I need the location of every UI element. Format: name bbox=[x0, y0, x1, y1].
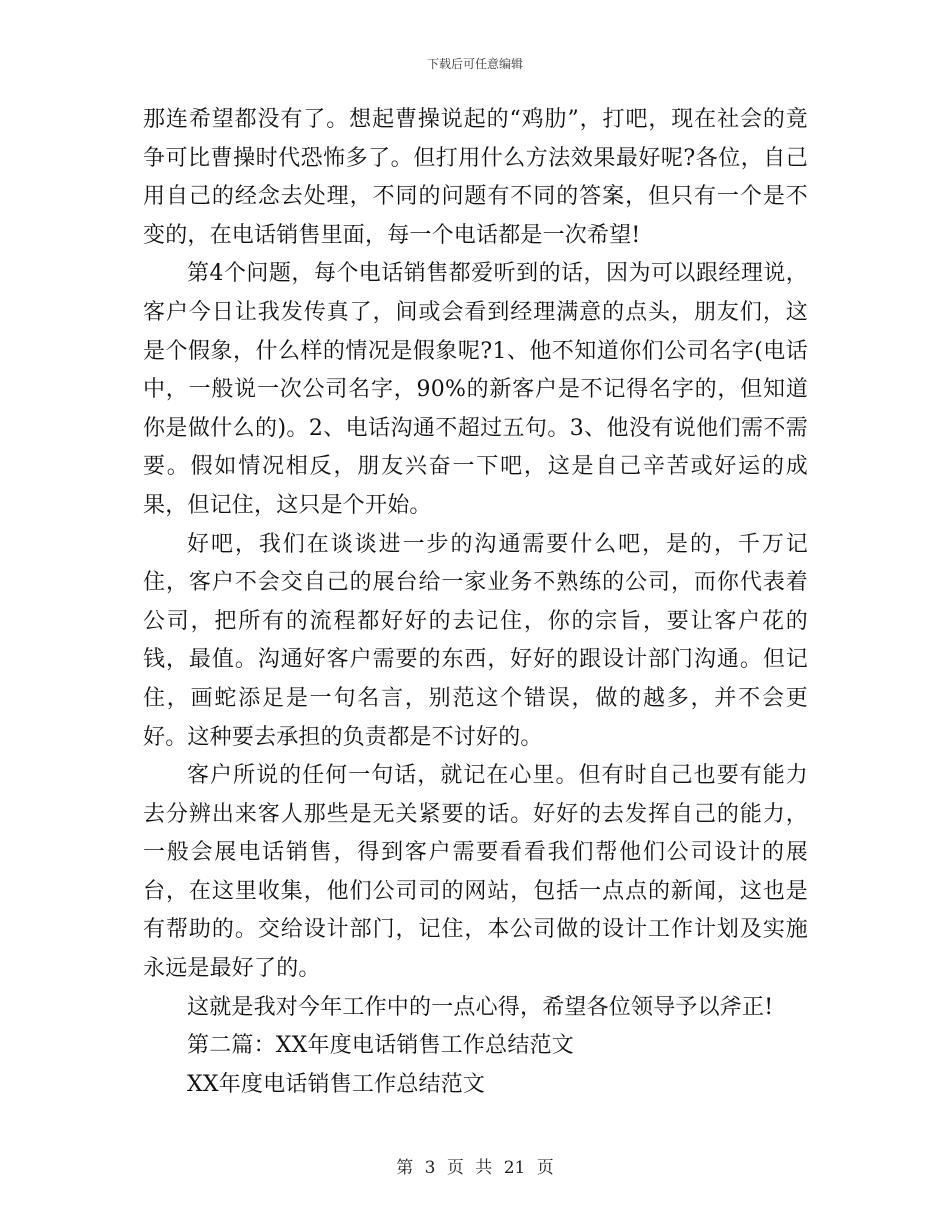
section-heading: 第二篇：XX年度电话销售工作总结范文 bbox=[187, 1033, 574, 1059]
paragraph-2: 第4个问题，每个电话销售都爱听到的话，因为可以跟经理说，客户今日让我发传真了，间或会看到经理满意的点头，朋友们，这是个假象，什么样的情况是假象呢?1、他不知道你们公司名字(电话中，一般说一次公司名字，90%的新客户是不记得名字的，但知道你是做什么的)。2、电话沟通不超过五句。3、他没有说他们需不需要。假如情况相反，朋友兴奋一下吧，这是自己辛苦或好运的成果，但记住，这只是个开始。 bbox=[143, 261, 808, 518]
document-body bbox=[143, 101, 808, 1104]
paragraph-5: 这就是我对今年工作中的一点心得，希望各位领导予以斧正! bbox=[187, 994, 774, 1020]
section-subtitle: XX年度电话销售工作总结范文 bbox=[187, 1071, 486, 1097]
page-number-footer: 第 3 页 共 21 页 bbox=[396, 1158, 554, 1178]
paragraph-4: 客户所说的任何一句话，就记在心里。但有时自己也要有能力去分辨出来客人那些是无关紧要的话。好好的去发挥自己的能力，一般会展电话销售，得到客户需要看看我们帮他们公司设计的展台，在这里收集，他们公司司的网站，包括一点点的新闻，这也是有帮助的。交给设计部门，记住，本公司做的设计工作计划及实施永远是最好了的。 bbox=[143, 763, 808, 982]
paragraph-3: 好吧，我们在谈谈进一步的沟通需要什么吧，是的，千万记住，客户不会交自己的展台给一家业务不熟练的公司，而你代表着公司，把所有的流程都好好的去记住，你的宗旨，要让客户花的钱，最值。沟通好客户需要的东西，好好的跟设计部门沟通。但记住，画蛇添足是一句名言，别范这个错误，做的越多，并不会更好。这种要去承担的负责都是不讨好的。 bbox=[143, 531, 808, 750]
page-header: 下载后可任意编辑 bbox=[426, 57, 523, 71]
paragraph-1: 那连希望都没有了。想起曹操说起的“鸡肋”，打吧，现在社会的竟争可比曹操时代恐怖多了。但打用什么方法效果最好呢?各位，自己用自己的经念去处理，不同的问题有不同的答案，但只有一个是不变的，在电话销售里面，每一个电话都是一次希望! bbox=[143, 107, 808, 248]
